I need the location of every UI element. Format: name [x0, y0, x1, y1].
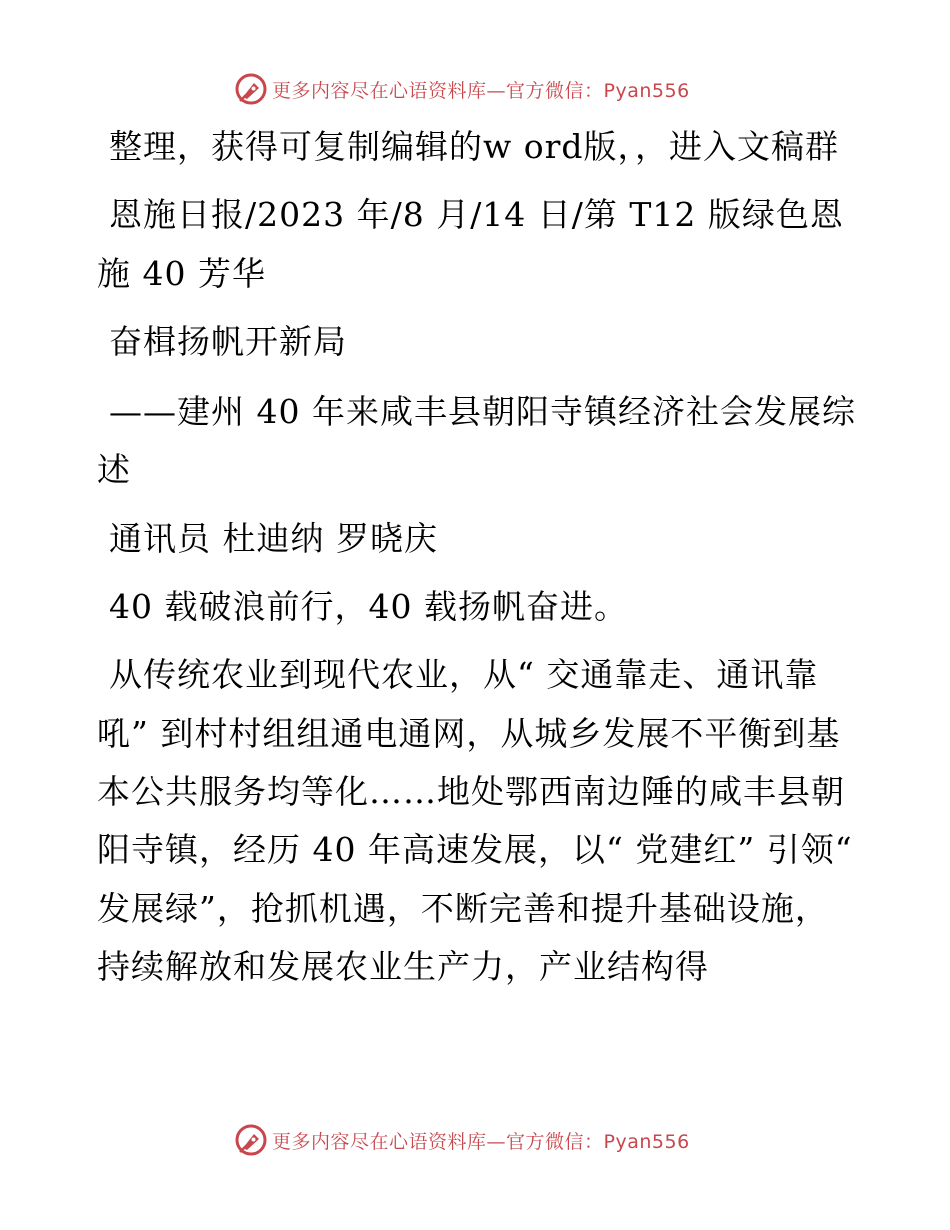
article-byline: 通讯员 杜迪纳 罗晓庆 [109, 518, 438, 558]
footer-watermark [234, 1122, 690, 1158]
watermark-account: Pyan556 [603, 79, 690, 102]
paragraph-body: 从传统农业到现代农业，从“ 交通靠走、通讯靠吼” 到村村组组通电通网，从城乡发展不平衡到基本公共服务均等化……地处鄂西南边陲的咸丰县朝阳寺镇，经历 40 年高速发展，以“ 党建红” 引领“ 发展绿”，抢抓机遇，不断完善和提升基础设施，持续解放和发展农业生产力，产业结构得 [97, 655, 853, 986]
article-body [97, 118, 857, 1006]
paragraph-notice: 整理，获得可复制编辑的w ord版，，进入文稿群 [109, 127, 840, 166]
header-watermark [234, 71, 690, 107]
paragraph-lead: 40 载破浪前行，40 载扬帆奋进。 [109, 587, 628, 627]
watermark-text [272, 1127, 690, 1154]
paragraph-source: 恩施日报/2023 年/8 月/14 日/第 T12 版绿色恩施 40 芳华 [97, 195, 844, 293]
watermark-label: 更多内容尽在心语资料库—官方微信： [272, 1130, 604, 1153]
watermark-account: Pyan556 [603, 1130, 690, 1153]
article-title: 奋楫扬帆开新局 [109, 321, 347, 361]
watermark-text [272, 76, 690, 103]
watermark-label: 更多内容尽在心语资料库—官方微信： [272, 79, 604, 102]
article-subtitle: ——建州 40 年来咸丰县朝阳寺镇经济社会发展综述 [97, 392, 856, 490]
pen-nib-logo-icon [234, 72, 268, 106]
pen-nib-logo-icon [234, 1123, 268, 1157]
